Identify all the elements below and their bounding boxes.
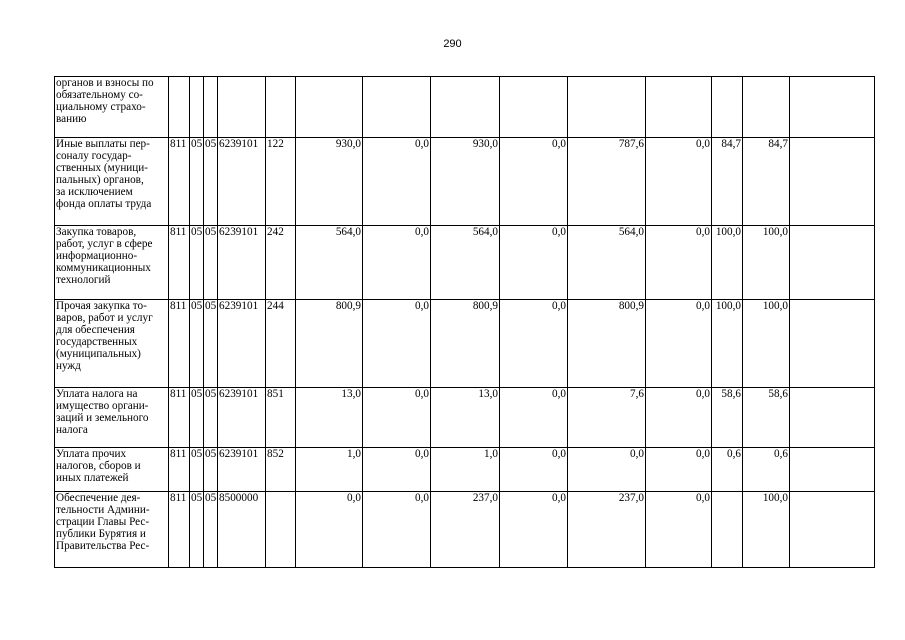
percent-col-1: 58,6 bbox=[712, 388, 743, 448]
target-article-code: 8500000 bbox=[218, 492, 266, 568]
description-line: (муниципальных) bbox=[56, 348, 141, 360]
description-line: нужд bbox=[56, 360, 81, 372]
description-line: технологий bbox=[56, 274, 111, 286]
section-code: 05 bbox=[190, 226, 204, 300]
amount-col-4: 0,0 bbox=[500, 448, 568, 492]
amount-col-1: 800,9 bbox=[296, 300, 363, 388]
description-line: Закупка товаров, bbox=[56, 226, 137, 238]
amount-col-2: 0,0 bbox=[363, 448, 431, 492]
expense-type-code: 852 bbox=[266, 448, 296, 492]
section-code bbox=[190, 77, 204, 138]
subsection-code: 05 bbox=[204, 388, 218, 448]
description-line: иных платежей bbox=[56, 472, 129, 484]
amount-col-4: 0,0 bbox=[500, 300, 568, 388]
table-row bbox=[55, 492, 875, 568]
percent-col-2: 0,6 bbox=[743, 448, 790, 492]
subsection-code: 05 bbox=[204, 226, 218, 300]
amount-col-5: 7,6 bbox=[568, 388, 646, 448]
expense-type-code: 242 bbox=[266, 226, 296, 300]
amount-col-6: 0,0 bbox=[646, 138, 712, 226]
amount-col-1: 13,0 bbox=[296, 388, 363, 448]
amount-col-3: 237,0 bbox=[431, 492, 500, 568]
amount-col-5: 237,0 bbox=[568, 492, 646, 568]
ved-code: 811 bbox=[169, 388, 190, 448]
amount-col-2: 0,0 bbox=[363, 388, 431, 448]
amount-col-5: 800,9 bbox=[568, 300, 646, 388]
amount-col-1: 1,0 bbox=[296, 448, 363, 492]
amount-col-3: 13,0 bbox=[431, 388, 500, 448]
amount-col-6: 0,0 bbox=[646, 300, 712, 388]
percent-col-1: 100,0 bbox=[712, 300, 743, 388]
description-line: тельности Админи- bbox=[56, 504, 150, 516]
extra-col bbox=[790, 226, 875, 300]
subsection-code: 05 bbox=[204, 138, 218, 226]
percent-col-1: 84,7 bbox=[712, 138, 743, 226]
percent-col-2: 100,0 bbox=[743, 300, 790, 388]
amount-col-1: 930,0 bbox=[296, 138, 363, 226]
expense-type-code: 122 bbox=[266, 138, 296, 226]
expense-type-code bbox=[266, 77, 296, 138]
amount-col-6: 0,0 bbox=[646, 492, 712, 568]
page-number: 290 bbox=[443, 38, 462, 50]
amount-col-4 bbox=[500, 77, 568, 138]
subsection-code: 05 bbox=[204, 300, 218, 388]
amount-col-3: 800,9 bbox=[431, 300, 500, 388]
description-line: Прочая закупка то- bbox=[56, 300, 147, 312]
ved-code: 811 bbox=[169, 448, 190, 492]
amount-col-6: 0,0 bbox=[646, 388, 712, 448]
description-line: коммуникационных bbox=[56, 262, 151, 274]
row-description bbox=[55, 448, 169, 492]
description-line: заций и земельного bbox=[56, 412, 149, 424]
description-line: публики Бурятия и bbox=[56, 528, 146, 540]
percent-col-1 bbox=[712, 77, 743, 138]
amount-col-4: 0,0 bbox=[500, 388, 568, 448]
subsection-code bbox=[204, 77, 218, 138]
description-line: циальному страхо- bbox=[56, 101, 146, 113]
table-row bbox=[55, 388, 875, 448]
section-code: 05 bbox=[190, 388, 204, 448]
percent-col-2 bbox=[743, 77, 790, 138]
description-line: соналу государ- bbox=[56, 150, 132, 162]
budget-table bbox=[54, 76, 875, 568]
expense-type-code bbox=[266, 492, 296, 568]
row-description bbox=[55, 138, 169, 226]
row-description bbox=[55, 77, 169, 138]
extra-col bbox=[790, 138, 875, 226]
description-line: ственных (муници- bbox=[56, 162, 148, 174]
description-line: за исключением bbox=[56, 186, 133, 198]
expense-type-code: 244 bbox=[266, 300, 296, 388]
description-line: государственных bbox=[56, 336, 138, 348]
amount-col-6: 0,0 bbox=[646, 226, 712, 300]
section-code: 05 bbox=[190, 300, 204, 388]
target-article-code: 6239101 bbox=[218, 388, 266, 448]
ved-code: 811 bbox=[169, 492, 190, 568]
amount-col-1 bbox=[296, 77, 363, 138]
description-line: пальных) органов, bbox=[56, 174, 144, 186]
percent-col-1: 0,6 bbox=[712, 448, 743, 492]
amount-col-6: 0,0 bbox=[646, 448, 712, 492]
amount-col-2: 0,0 bbox=[363, 300, 431, 388]
description-line: работ, услуг в сфере bbox=[56, 238, 153, 250]
extra-col bbox=[790, 300, 875, 388]
section-code: 05 bbox=[190, 448, 204, 492]
description-line: Уплата налога на bbox=[56, 388, 138, 400]
target-article-code: 6239101 bbox=[218, 300, 266, 388]
amount-col-2 bbox=[363, 77, 431, 138]
target-article-code: 6239101 bbox=[218, 448, 266, 492]
description-line: Иные выплаты пер- bbox=[56, 138, 150, 150]
table-row bbox=[55, 226, 875, 300]
table-row bbox=[55, 300, 875, 388]
description-line: фонда оплаты труда bbox=[56, 198, 152, 210]
description-line: обязательному со- bbox=[56, 89, 143, 101]
amount-col-3: 1,0 bbox=[431, 448, 500, 492]
extra-col bbox=[790, 448, 875, 492]
extra-col bbox=[790, 388, 875, 448]
ved-code: 811 bbox=[169, 226, 190, 300]
amount-col-5: 0,0 bbox=[568, 448, 646, 492]
description-line: Обеспечение дея- bbox=[56, 492, 141, 504]
percent-col-2: 100,0 bbox=[743, 226, 790, 300]
description-line: варов, работ и услуг bbox=[56, 312, 153, 324]
amount-col-4: 0,0 bbox=[500, 492, 568, 568]
extra-col bbox=[790, 77, 875, 138]
subsection-code: 05 bbox=[204, 448, 218, 492]
target-article-code: 6239101 bbox=[218, 226, 266, 300]
amount-col-2: 0,0 bbox=[363, 226, 431, 300]
percent-col-1 bbox=[712, 492, 743, 568]
amount-col-5: 787,6 bbox=[568, 138, 646, 226]
description-line: налогов, сборов и bbox=[56, 460, 141, 472]
ved-code: 811 bbox=[169, 138, 190, 226]
amount-col-2: 0,0 bbox=[363, 138, 431, 226]
amount-col-5: 564,0 bbox=[568, 226, 646, 300]
amount-col-3: 930,0 bbox=[431, 138, 500, 226]
amount-col-1: 564,0 bbox=[296, 226, 363, 300]
expense-type-code: 851 bbox=[266, 388, 296, 448]
description-line: страции Главы Рес- bbox=[56, 516, 150, 528]
ved-code: 811 bbox=[169, 300, 190, 388]
row-description bbox=[55, 226, 169, 300]
row-description bbox=[55, 388, 169, 448]
section-code: 05 bbox=[190, 138, 204, 226]
description-line: имущество органи- bbox=[56, 400, 149, 412]
description-line: Уплата прочих bbox=[56, 448, 127, 460]
extra-col bbox=[790, 492, 875, 568]
description-line: для обеспечения bbox=[56, 324, 135, 336]
description-line: информационно- bbox=[56, 250, 138, 262]
description-line: органов и взносы по bbox=[56, 77, 154, 89]
percent-col-1: 100,0 bbox=[712, 226, 743, 300]
subsection-code: 05 bbox=[204, 492, 218, 568]
row-description bbox=[55, 300, 169, 388]
amount-col-3 bbox=[431, 77, 500, 138]
description-line: Правительства Рес- bbox=[56, 540, 150, 552]
amount-col-6 bbox=[646, 77, 712, 138]
section-code: 05 bbox=[190, 492, 204, 568]
table-row bbox=[55, 448, 875, 492]
description-line: налога bbox=[56, 424, 88, 436]
amount-col-3: 564,0 bbox=[431, 226, 500, 300]
table-row bbox=[55, 138, 875, 226]
percent-col-2: 100,0 bbox=[743, 492, 790, 568]
amount-col-4: 0,0 bbox=[500, 226, 568, 300]
target-article-code: 6239101 bbox=[218, 138, 266, 226]
ved-code bbox=[169, 77, 190, 138]
row-description bbox=[55, 492, 169, 568]
amount-col-1: 0,0 bbox=[296, 492, 363, 568]
amount-col-4: 0,0 bbox=[500, 138, 568, 226]
description-line: ванию bbox=[56, 113, 87, 125]
percent-col-2: 58,6 bbox=[743, 388, 790, 448]
percent-col-2: 84,7 bbox=[743, 138, 790, 226]
amount-col-5 bbox=[568, 77, 646, 138]
amount-col-2: 0,0 bbox=[363, 492, 431, 568]
table-row bbox=[55, 77, 875, 138]
target-article-code bbox=[218, 77, 266, 138]
